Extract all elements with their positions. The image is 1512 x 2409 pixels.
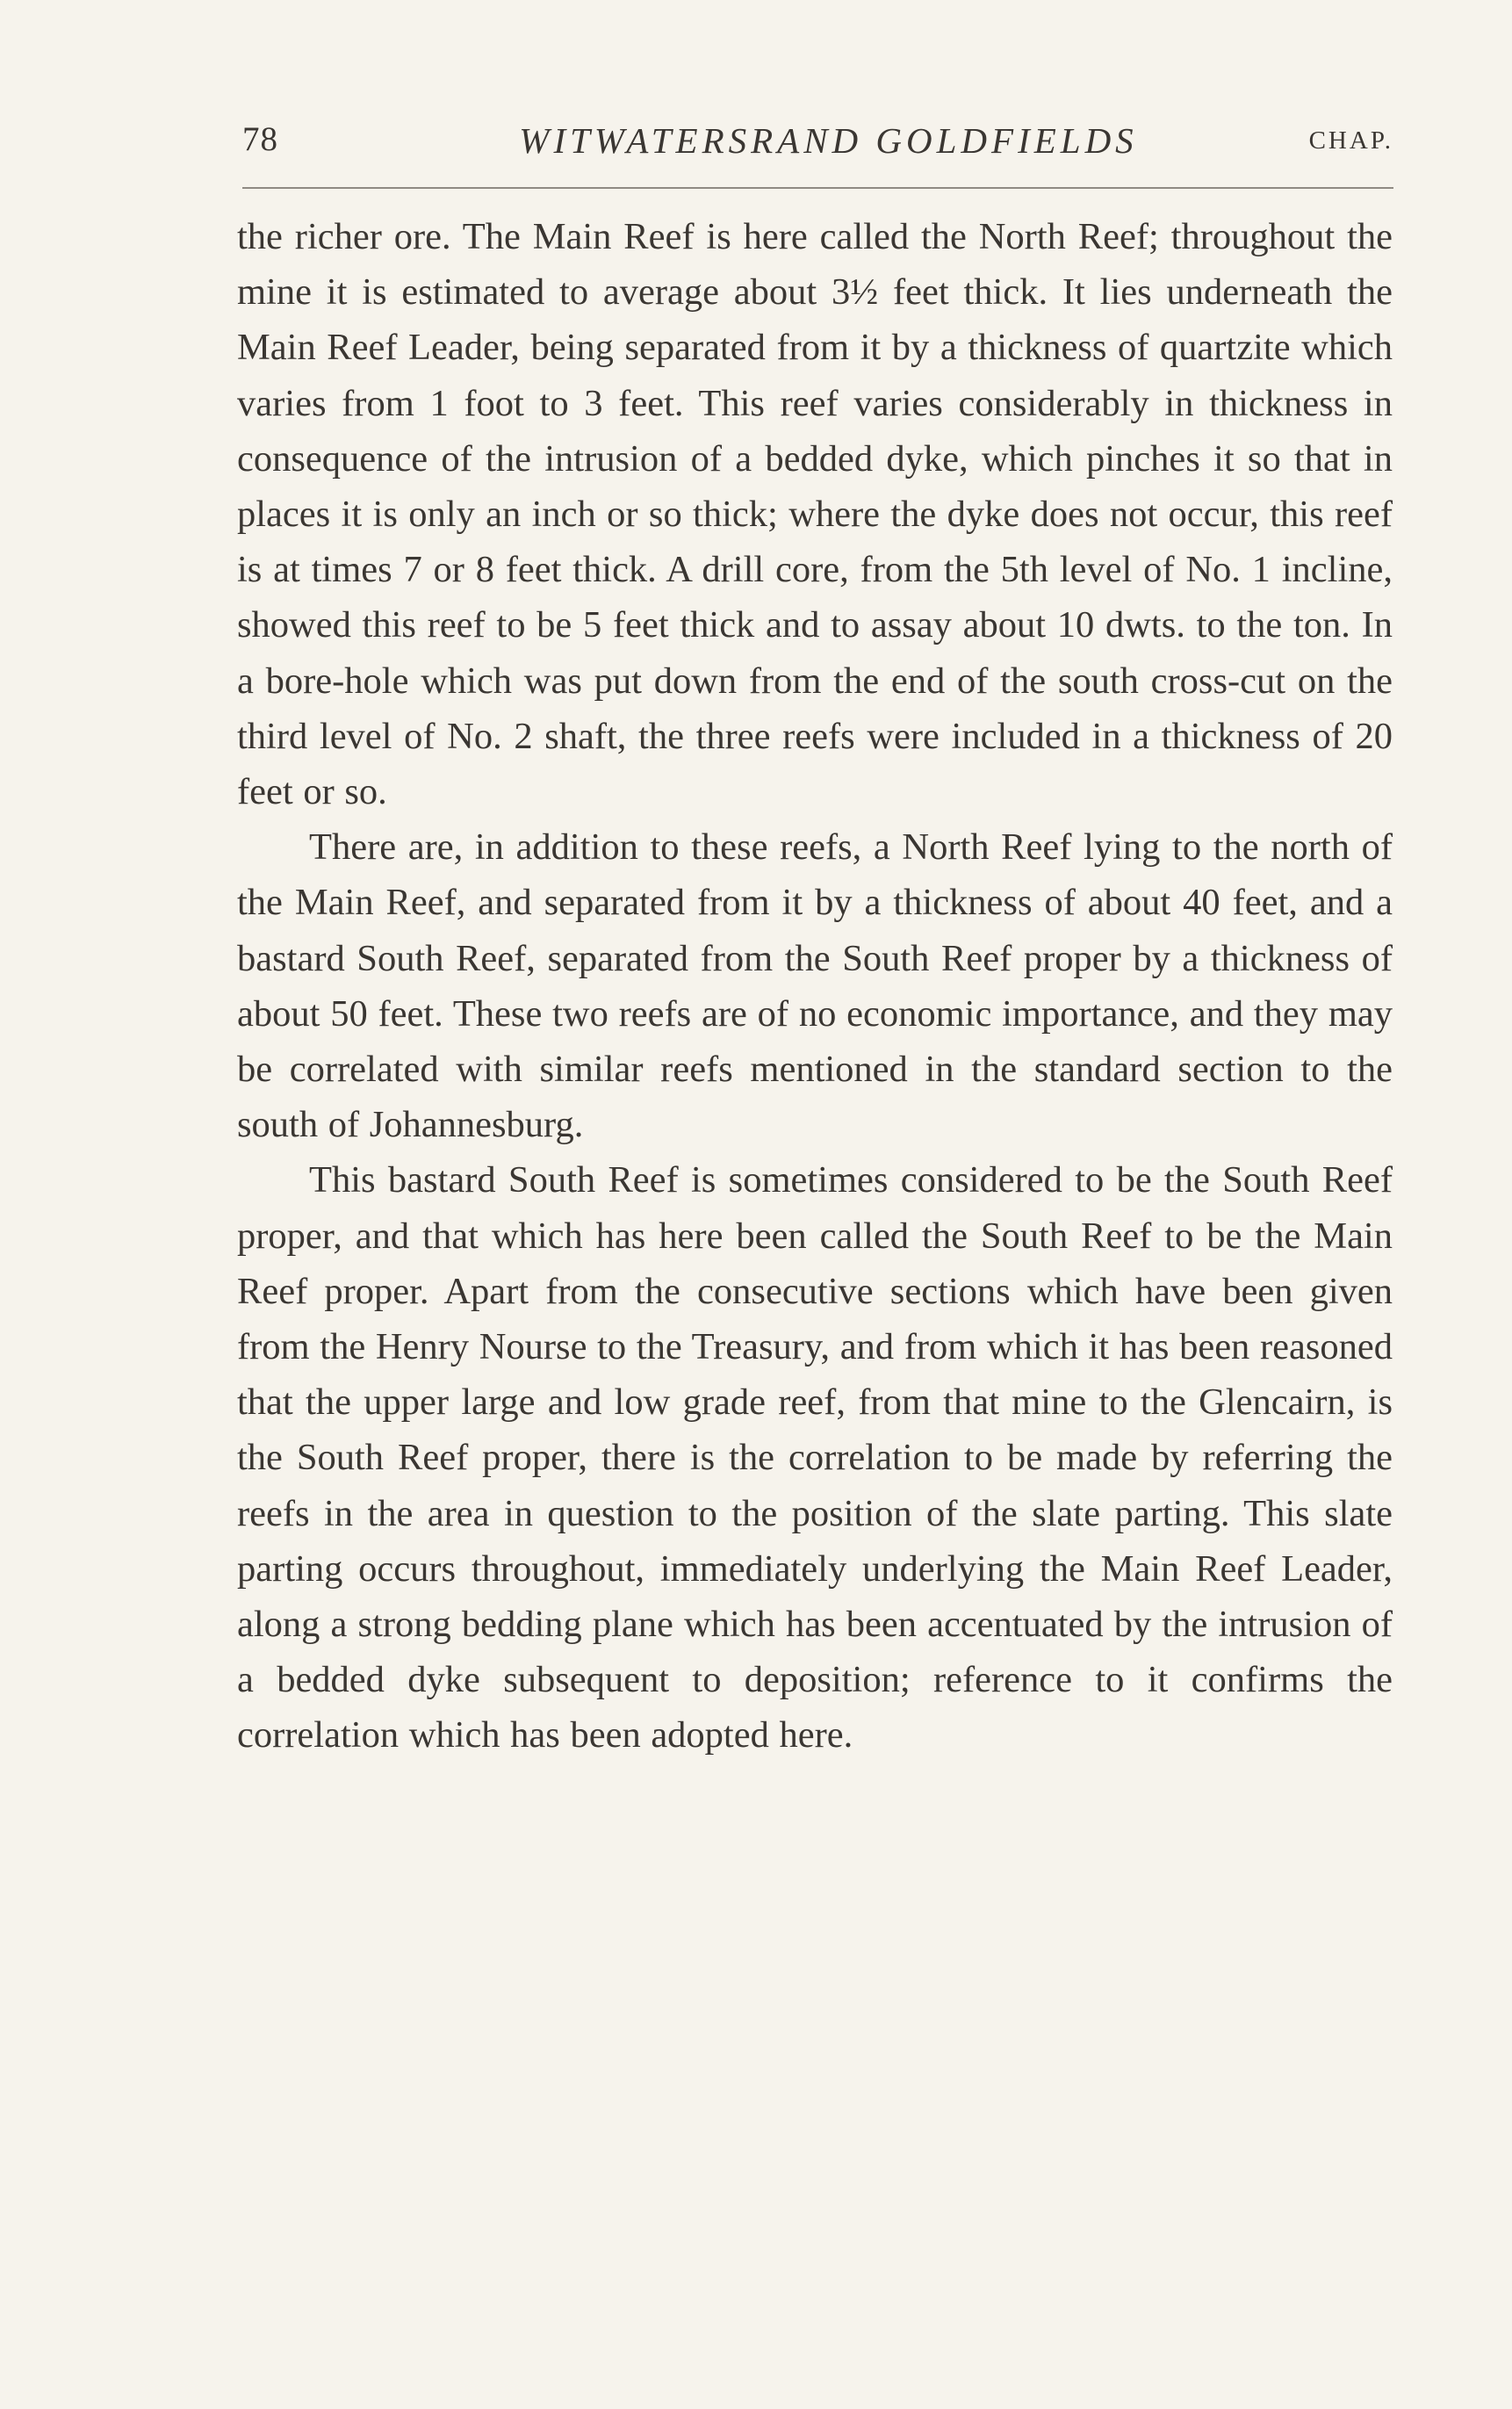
chapter-label: CHAP.	[1308, 126, 1393, 155]
header-rule	[242, 187, 1393, 189]
page-header	[242, 119, 1393, 172]
paragraph-3: This bastard South Reef is sometimes considered to be the South Reef proper, and that which has here been called the South Reef to be the Main Reef proper. Apart from the consecutive sections which have been given from the Henry Nourse to the Treasury, and from which it has been reasoned that the upper large and low grade reef, from that mine to the Glencairn, is the South Reef proper, there is the correlation to be made by referring the reefs in the area in question to the position of the slate parting. This slate parting occurs throughout, immediately underlying the Main Reef Leader, along a strong bedding plane which has been accentuated by the intrusion of a bedded dyke subsequent to deposition; reference to it confirms the correlation which has been adopted here.	[237, 1159, 1393, 1756]
page-number: 78	[242, 120, 278, 158]
body-text	[237, 209, 1393, 1763]
paragraph-2: There are, in addition to these reefs, a North Reef lying to the north of the Main Reef, and separated from it by a thickness of about 40 feet, and a bastard South Reef, separated from the South Reef proper by a thickness of about 50 feet. These two reefs are of no economic importance, and they may be correlated with similar reefs mentioned in the standard section to the south of Johannesburg.	[237, 826, 1393, 1146]
paragraph-1: the richer ore. The Main Reef is here called the North Reef; throughout the mine it is estimated to average about 3½ feet thick. It lies underneath the Main Reef Leader, being separated from it by a thickness of quartzite which varies from 1 foot to 3 feet. This reef varies considerably in thickness in consequence of the intrusion of a bedded dyke, which pinches it so that in places it is only an inch or so thick; where the dyke does not occur, this reef is at times 7 or 8 feet thick. A drill core, from the 5th level of No. 1 incline, showed this reef to be 5 feet thick and to assay about 10 dwts. to the ton. In a bore-hole which was put down from the end of the south cross-cut on the third level of No. 2 shaft, the three reefs were included in a thickness of 20 feet or so.	[237, 216, 1393, 813]
running-title: WITWATERSRAND GOLDFIELDS	[519, 120, 1138, 161]
